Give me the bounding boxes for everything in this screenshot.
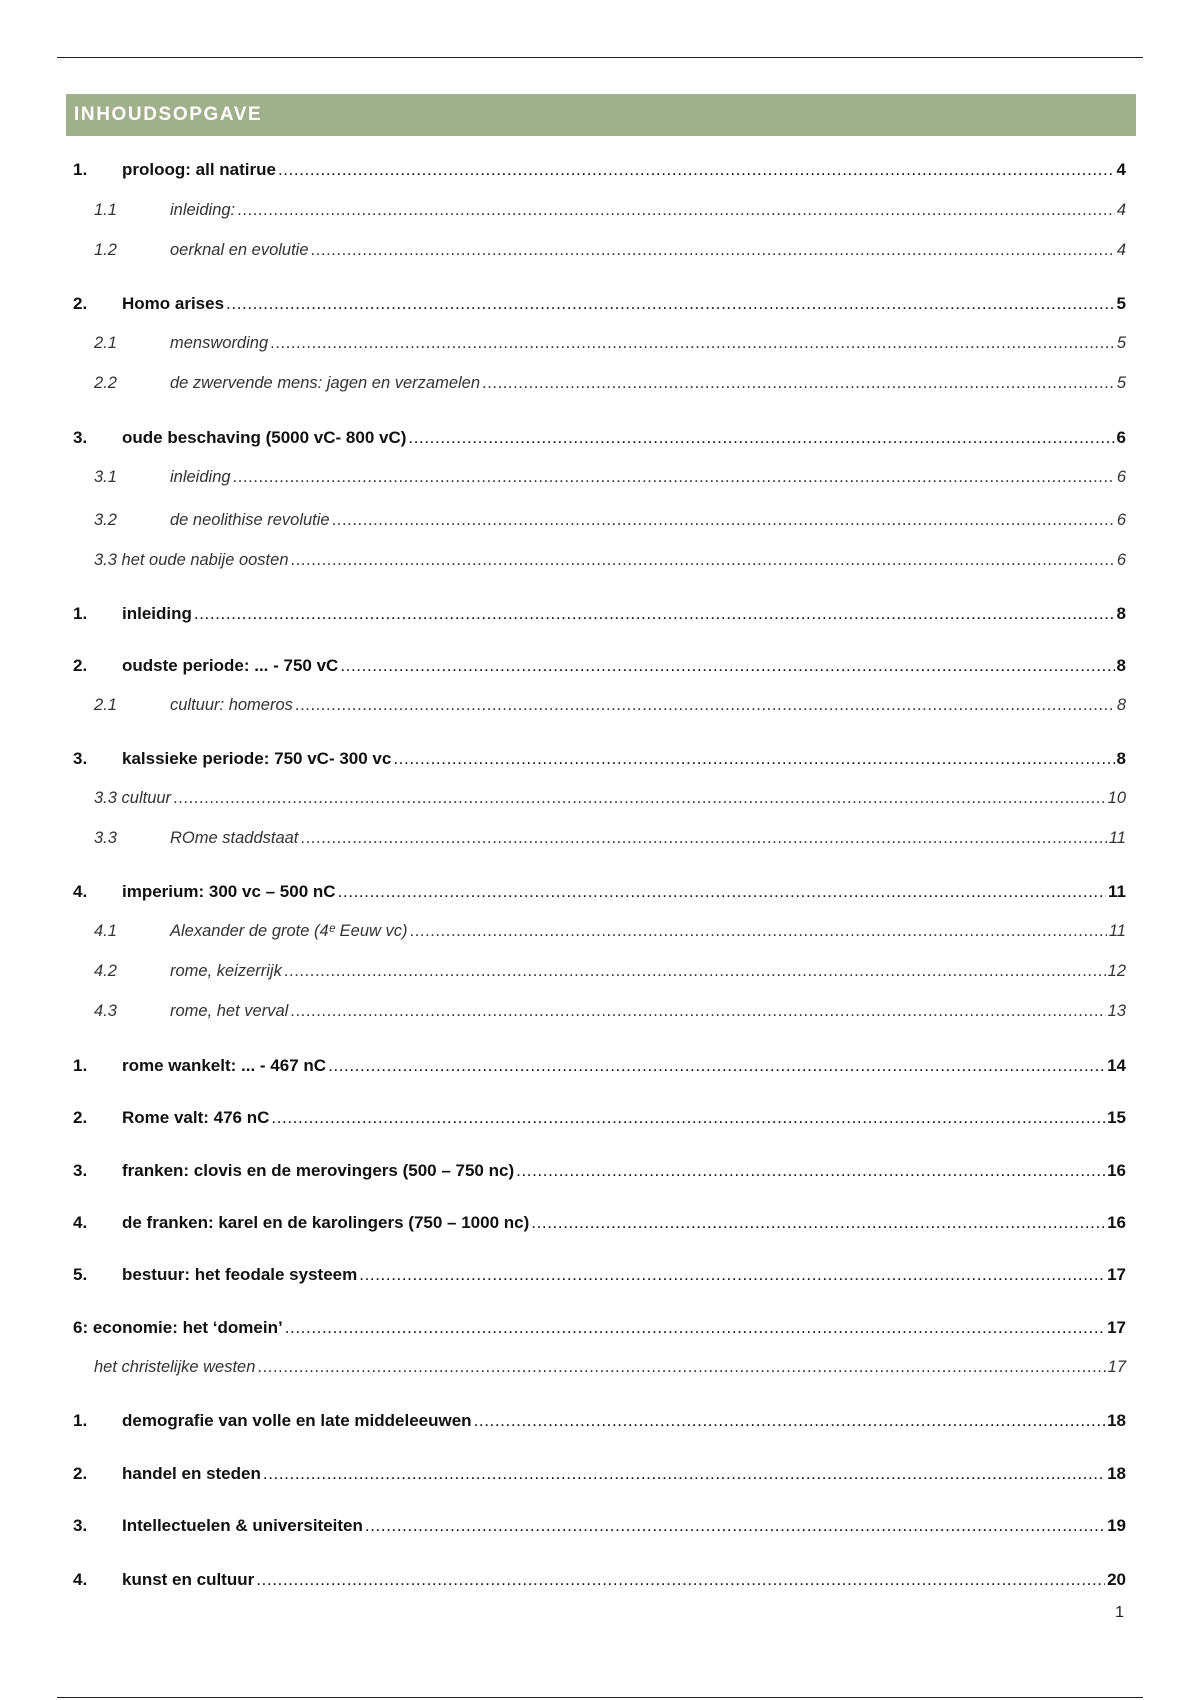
toc-entry-number: 2.2 [94, 374, 117, 392]
toc-entry-page: 6 [1116, 551, 1126, 569]
dot-leader [237, 201, 1115, 220]
dot-leader [226, 294, 1114, 314]
toc-entry-title: 3.3 het oude nabije oosten [94, 551, 289, 569]
toc-entry[interactable] [73, 604, 1126, 624]
dot-leader [284, 962, 1106, 981]
toc-entry[interactable] [73, 201, 1126, 220]
toc-entry-page: 16 [1107, 1161, 1126, 1180]
toc-entry-number: 2. [73, 1464, 88, 1483]
toc-entry-number: 2. [73, 1108, 88, 1127]
toc-entry-page: 8 [1116, 696, 1126, 714]
toc-entry-number: 1. [73, 160, 88, 179]
toc-entry-page: 10 [1107, 789, 1126, 807]
toc-entry-number: 4.1 [94, 922, 117, 940]
toc-entry-number: 3.1 [94, 468, 117, 486]
dot-leader [311, 241, 1115, 260]
toc-entry-title: handel en steden [122, 1464, 261, 1483]
dot-leader [531, 1213, 1105, 1233]
toc-entry-number: 3. [73, 1161, 88, 1180]
toc-entry[interactable] [73, 1570, 1126, 1590]
toc-entry-title: menswording [170, 334, 269, 352]
toc-entry[interactable] [73, 922, 1126, 941]
toc-entry-page: 16 [1107, 1213, 1126, 1232]
toc-entry-page: 6 [1116, 428, 1126, 447]
toc-entry-title: Rome valt: 476 nC [122, 1108, 270, 1127]
toc-entry[interactable] [73, 374, 1126, 393]
toc-entry-number: 2.1 [94, 334, 117, 352]
table-of-contents [73, 0, 1126, 1700]
toc-entry-page: 17 [1107, 1265, 1126, 1284]
toc-entry[interactable] [73, 1358, 1126, 1377]
toc-entry-page: 19 [1107, 1516, 1126, 1535]
toc-entry-title: Intellectuelen & universiteiten [122, 1516, 363, 1535]
toc-entry[interactable] [73, 241, 1126, 260]
toc-entry-number: 5. [73, 1265, 88, 1284]
toc-entry-number: 3.3 [94, 829, 117, 847]
toc-entry-page: 17 [1107, 1318, 1126, 1337]
toc-entry-title: oude beschaving (5000 vC- 800 vC) [122, 428, 407, 447]
toc-entry[interactable] [73, 160, 1126, 180]
toc-entry-number: 1. [73, 1056, 88, 1075]
toc-entry-page: 18 [1107, 1411, 1126, 1430]
dot-leader [359, 1265, 1105, 1285]
toc-entry-title: de franken: karel en de karolingers (750 – 1000 nc) [122, 1213, 530, 1232]
toc-entry-title: ROme staddstaat [170, 829, 299, 847]
toc-entry[interactable] [73, 1056, 1126, 1076]
toc-entry-number: 3. [73, 1516, 88, 1535]
toc-entry[interactable] [73, 1516, 1126, 1536]
toc-entry-title: rome, het verval [170, 1002, 289, 1020]
toc-entry[interactable] [73, 789, 1126, 808]
toc-entry-title: de neolithise revolutie [170, 511, 330, 529]
toc-entry-number: 4. [73, 882, 88, 901]
dot-leader [328, 1056, 1105, 1076]
toc-entry-page: 4 [1116, 160, 1126, 179]
dot-leader [291, 551, 1115, 570]
toc-entry-page: 12 [1107, 962, 1126, 980]
toc-entry-page: 5 [1116, 374, 1126, 392]
toc-entry-number: 1.1 [94, 201, 117, 219]
dot-leader [278, 160, 1115, 180]
toc-entry-page: 5 [1116, 334, 1126, 352]
toc-entry[interactable] [73, 511, 1126, 530]
toc-entry-page: 6 [1116, 511, 1126, 529]
toc-entry-number: 2.1 [94, 696, 117, 714]
toc-entry-page: 8 [1116, 749, 1126, 768]
toc-entry-number: 1. [73, 604, 88, 623]
dot-leader [233, 468, 1115, 487]
toc-entry-title: 6: economie: het ‘domein’ [73, 1318, 283, 1337]
toc-entry[interactable] [73, 1464, 1126, 1484]
toc-entry-page: 11 [1108, 922, 1126, 940]
toc-entry[interactable] [73, 1161, 1126, 1181]
toc-entry-page: 4 [1116, 241, 1126, 259]
toc-entry-page: 15 [1107, 1108, 1126, 1127]
toc-entry[interactable] [73, 696, 1126, 715]
dot-leader [270, 334, 1115, 353]
toc-entry[interactable] [73, 749, 1126, 769]
toc-entry-page: 11 [1108, 882, 1126, 901]
dot-leader [410, 922, 1107, 941]
toc-entry-number: 3.2 [94, 511, 117, 529]
toc-entry-title: bestuur: het feodale systeem [122, 1265, 358, 1284]
dot-leader [271, 1108, 1105, 1128]
toc-entry[interactable] [73, 1265, 1126, 1285]
toc-entry-title: Homo arises [122, 294, 225, 313]
toc-entry-number: 3. [73, 749, 88, 768]
toc-entry-number: 2. [73, 294, 88, 313]
dot-leader [173, 789, 1106, 808]
page-number: 1 [1115, 1604, 1124, 1621]
toc-heading-text: INHOUDSOPGAVE [74, 104, 263, 125]
bottom-rule [57, 1697, 1143, 1698]
toc-entry-number: 1.2 [94, 241, 117, 259]
dot-leader [340, 656, 1114, 676]
toc-entry[interactable] [73, 829, 1126, 848]
toc-entry[interactable] [73, 1318, 1126, 1338]
toc-entry-title: 3.3 cultuur [94, 789, 172, 807]
toc-entry-title: franken: clovis en de merovingers (500 – 750 nc) [122, 1161, 515, 1180]
toc-entry[interactable] [73, 1108, 1126, 1128]
toc-entry[interactable] [73, 551, 1126, 570]
toc-entry-number: 3. [73, 428, 88, 447]
dot-leader [482, 374, 1115, 393]
dot-leader [256, 1570, 1105, 1590]
dot-leader [516, 1161, 1105, 1181]
toc-entry-title: rome, keizerrijk [170, 962, 282, 980]
dot-leader [393, 749, 1114, 769]
toc-entry-page: 20 [1107, 1570, 1126, 1589]
dot-leader [332, 511, 1115, 530]
toc-entry-title: inleiding [122, 604, 192, 623]
toc-entry-title: kalssieke periode: 750 vC- 300 vc [122, 749, 392, 768]
toc-entry-page: 4 [1116, 201, 1126, 219]
dot-leader [408, 428, 1114, 448]
toc-entry-title: cultuur: homeros [170, 696, 293, 714]
toc-entry[interactable] [73, 1002, 1126, 1021]
toc-entry[interactable] [73, 334, 1126, 353]
dot-leader [474, 1411, 1106, 1431]
toc-entry-number: 2. [73, 656, 88, 675]
toc-entry-title: inleiding: [170, 201, 236, 219]
toc-entry-number: 4. [73, 1213, 88, 1232]
dot-leader [194, 604, 1115, 624]
toc-entry-page: 18 [1107, 1464, 1126, 1483]
toc-entry-number: 4.2 [94, 962, 117, 980]
toc-entry-title: oudste periode: ... - 750 vC [122, 656, 339, 675]
toc-entry-page: 8 [1116, 656, 1126, 675]
toc-entry-page: 8 [1116, 604, 1126, 623]
dot-leader [300, 829, 1106, 848]
toc-entry-page: 11 [1108, 829, 1126, 847]
toc-entry-title: inleiding [170, 468, 231, 486]
toc-entry-page: 14 [1107, 1056, 1126, 1075]
dot-leader [257, 1358, 1105, 1377]
toc-entry[interactable] [73, 1213, 1126, 1233]
dot-leader [290, 1002, 1105, 1021]
toc-entry[interactable] [73, 656, 1126, 676]
dot-leader [263, 1464, 1105, 1484]
toc-entry-title: de zwervende mens: jagen en verzamelen [170, 374, 481, 392]
toc-entry[interactable] [73, 962, 1126, 981]
toc-entry-title: proloog: all natirue [122, 160, 276, 179]
toc-entry-page: 5 [1116, 294, 1126, 313]
toc-entry-page: 17 [1107, 1358, 1126, 1376]
toc-entry-title: Alexander de grote (4ᵉ Eeuw vc) [170, 922, 408, 940]
toc-entry[interactable] [73, 294, 1126, 314]
toc-entry-number: 4. [73, 1570, 88, 1589]
toc-entry-page: 6 [1116, 468, 1126, 486]
toc-entry[interactable] [73, 428, 1126, 448]
toc-entry-title: het christelijke westen [94, 1358, 256, 1376]
toc-entry-title: demografie van volle en late middeleeuwen [122, 1411, 472, 1430]
toc-entry-number: 1. [73, 1411, 88, 1430]
dot-leader [365, 1516, 1105, 1536]
toc-entry[interactable] [73, 1411, 1126, 1431]
dot-leader [285, 1318, 1105, 1338]
toc-entry[interactable] [73, 882, 1126, 902]
dot-leader [295, 696, 1115, 715]
toc-entry-title: imperium: 300 vc – 500 nC [122, 882, 336, 901]
toc-entry-page: 13 [1107, 1002, 1126, 1020]
toc-entry[interactable] [73, 468, 1126, 487]
toc-entry-title: kunst en cultuur [122, 1570, 255, 1589]
toc-entry-title: oerknal en evolutie [170, 241, 309, 259]
toc-entry-number: 4.3 [94, 1002, 117, 1020]
toc-entry-title: rome wankelt: ... - 467 nC [122, 1056, 327, 1075]
dot-leader [338, 882, 1106, 902]
